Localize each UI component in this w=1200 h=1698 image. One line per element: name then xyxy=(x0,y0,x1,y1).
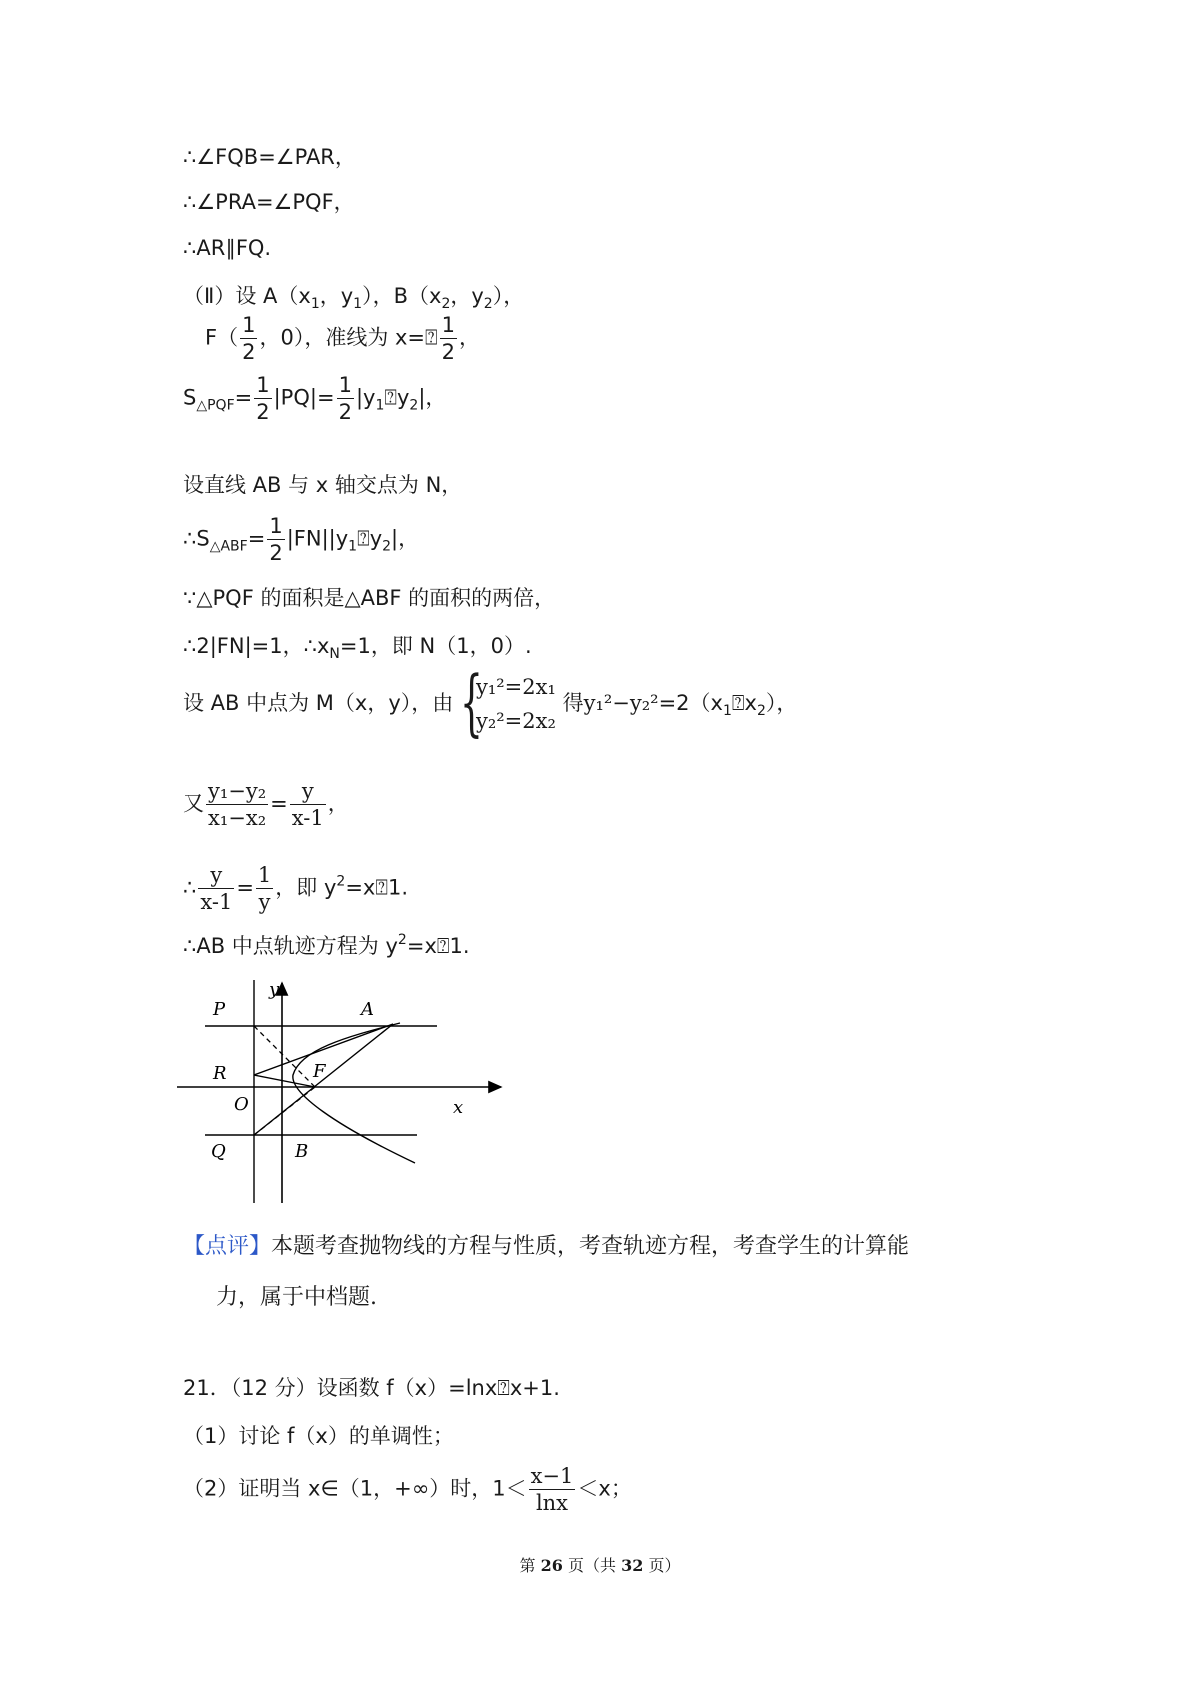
line-area-pqf: $S_{\triangle PQF}=$ $\frac{1}{2}$ |PQ|= $\frac{1}{2}$ $|y_1⍰y_2|$， xyxy=(183,373,447,424)
equation-system: { y₁²=2x₁ y₂²=2x₂ xyxy=(459,660,556,744)
line-area-abf: $\therefore S_{\triangle ABF}=$ $\frac{1}{2}$ $|FN||y_1⍰y_2|$， xyxy=(183,514,420,565)
question-21: 21．（12 分）设函数 f（x）=lnx⍰x+1. xyxy=(183,1376,560,1400)
line-angle-pra: ∴∠PRA=∠PQF， xyxy=(183,190,355,214)
fraction-half: $\frac{1}{2}$ xyxy=(256,373,270,424)
comment-line-2: 力，属于中档题. xyxy=(216,1285,377,1310)
line-area-relation: ∵△PQF 的面积是△ABF 的面积的两倍， xyxy=(183,586,556,610)
line-fn-value: ∴2|FN|=1，$\therefore x_N=1$，即 N（1，0）. xyxy=(183,634,532,662)
page-total: 32 xyxy=(621,1556,644,1575)
line-focus-directrix: F（ $\frac{1}{2}$ ，0），准线为 x=⍰ $\frac{1}{2}$ ， xyxy=(205,313,481,364)
fraction-half: $\frac{1}{2}$ xyxy=(242,313,256,364)
label-q: Q xyxy=(211,1141,226,1162)
fraction-x-minus-1-over-lnx: $\frac{x-1}{\ln x}$ xyxy=(530,1464,574,1515)
label-r: R xyxy=(213,1063,227,1084)
page-number: 26 xyxy=(540,1556,563,1575)
parabola-figure xyxy=(175,975,515,1205)
label-b: B xyxy=(295,1141,309,1162)
comment-tag: 【点评】 xyxy=(183,1234,272,1259)
parabola-curve xyxy=(293,1023,415,1163)
question-21-part-1: （1）讨论 f（x）的单调性； xyxy=(183,1424,454,1448)
segment-rf xyxy=(254,1075,315,1087)
question-21-part-2: （2）证明当 x∈（1，+∞）时，1＜ $\frac{x-1}{\ln x}$ ＜x； xyxy=(183,1464,632,1515)
fraction-slope: $\frac{\text{y₁−y₂}}{\text{x₁−x₂}}$ xyxy=(208,779,267,830)
line-derived-equation: ∴ $\frac{y}{x-1}$ = $\frac{1}{y}$ ，即 $y^2=x⍰1$. xyxy=(183,863,409,914)
line-line-ab-n: 设直线 AB 与 x 轴交点为 N， xyxy=(183,473,463,497)
dashed-qf xyxy=(254,1087,315,1135)
fraction-half: $\frac{1}{2}$ xyxy=(269,514,283,565)
line-slope-relation: 又 $\frac{\text{y₁−y₂}}{\text{x₁−x₂}}$ = $\frac{y}{x-1}$ ， xyxy=(183,779,349,830)
comment-line-1: 【点评】本题考查抛物线的方程与性质，考查轨迹方程，考查学生的计算能 xyxy=(183,1234,910,1259)
label-p: P xyxy=(213,999,226,1020)
line-locus-result: ∴AB 中点轨迹方程为 $y^2=x⍰1$. xyxy=(183,932,470,958)
fraction-half: $\frac{1}{2}$ xyxy=(441,313,456,364)
fraction-y-over: $\frac{y}{x-1}$ xyxy=(291,779,324,830)
fraction-y-over: $\frac{y}{x-1}$ xyxy=(200,863,233,914)
label-a: A xyxy=(361,999,374,1020)
page-footer: 第 26 页（共 32 页） xyxy=(519,1556,681,1575)
line-midpoint-system: 设 AB 中点为 M（x，y），由 { y₁²=2x₁ y₂²=2x₂ 得$y_1^2-y_2^2=2(x_1⍰x_2)$， xyxy=(183,660,798,744)
fraction-half: $\frac{1}{2}$ xyxy=(338,373,352,424)
fraction-one-over-y: $\frac{1}{y}$ xyxy=(257,863,272,914)
label-y: y xyxy=(269,979,280,1000)
line-ar-parallel: ∴AR∥FQ. xyxy=(183,236,272,260)
label-f: F xyxy=(313,1061,326,1082)
line-angle-fqb: ∴∠FQB=∠PAR， xyxy=(183,145,356,169)
label-o: O xyxy=(234,1094,249,1115)
label-x: x xyxy=(453,1097,464,1118)
line-part2-setup: （Ⅱ）设 $A(x_1$，$y_1$），$B(x_2$，$y_2$）， xyxy=(183,284,525,312)
